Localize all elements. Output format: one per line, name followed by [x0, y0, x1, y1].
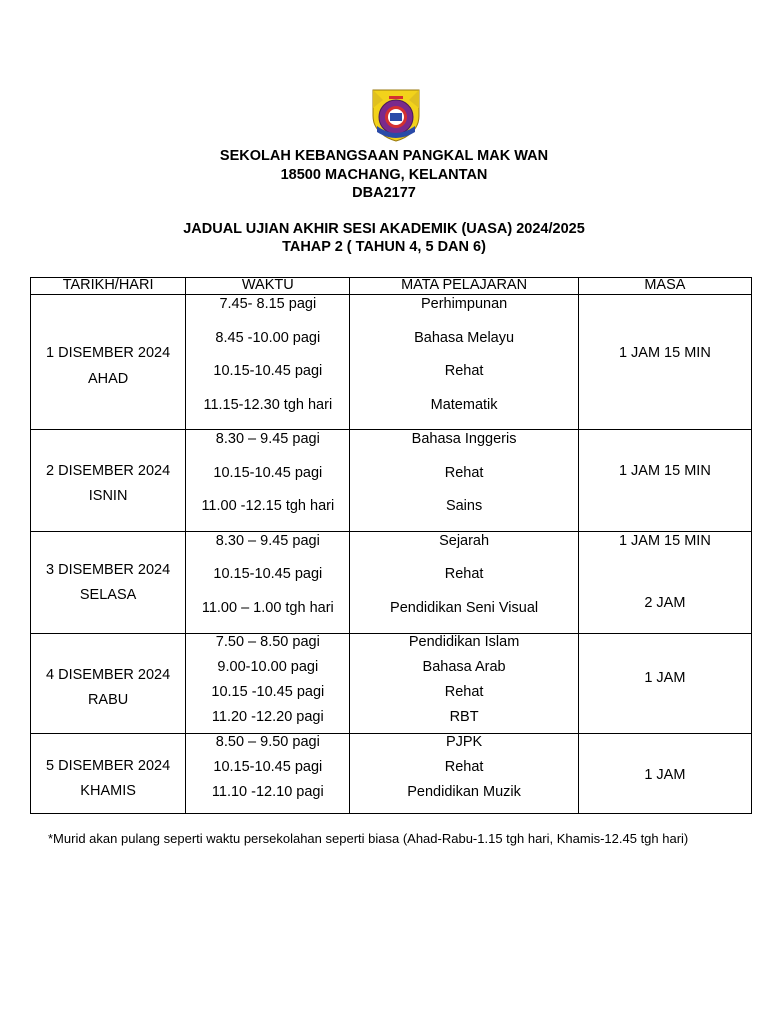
- school-name: SEKOLAH KEBANGSAAN PANGKAL MAK WAN: [219, 148, 549, 164]
- duration-text: 1 JAM: [644, 670, 686, 686]
- time-text: 7.50 – 8.50 pagi: [215, 634, 320, 650]
- time-text: 11.00 -12.15 tgh hari: [201, 498, 335, 514]
- time-cell: [186, 430, 350, 532]
- time-text: 10.15-10.45 pagi: [213, 759, 323, 775]
- time-text: 8.30 – 9.45 pagi: [215, 431, 320, 447]
- duration-cell: [578, 430, 751, 532]
- time-cell: [186, 634, 350, 734]
- header-duration: MASA: [578, 278, 751, 295]
- date-cell: [31, 634, 186, 734]
- duration-text: 1 JAM: [644, 767, 686, 783]
- date-cell: [31, 295, 186, 430]
- subject-text: RBT: [449, 709, 479, 725]
- day-text: KHAMIS: [80, 783, 136, 799]
- subject-cell: [350, 295, 578, 430]
- time-text: 11.20 -12.20 pagi: [211, 709, 324, 725]
- school-crest-logo: [369, 86, 423, 142]
- day-text: SELASA: [79, 587, 137, 603]
- date-text: 5 DISEMBER 2024: [46, 758, 171, 774]
- schedule-title: JADUAL UJIAN AKHIR SESI AKADEMIK (UASA) 2024/2025: [183, 221, 585, 237]
- date-text: 3 DISEMBER 2024: [46, 562, 171, 578]
- subject-text: PJPK: [445, 734, 483, 750]
- time-cell: [186, 295, 350, 430]
- header-subject: MATA PELAJARAN: [350, 278, 578, 295]
- table-row: [31, 634, 752, 734]
- time-cell: [186, 734, 350, 814]
- schedule-subtitle: TAHAP 2 ( TAHUN 4, 5 DAN 6): [282, 239, 486, 255]
- subject-text: Perhimpunan: [420, 296, 508, 312]
- subject-text: Pendidikan Muzik: [407, 784, 521, 800]
- exam-schedule-table: [30, 277, 752, 814]
- time-text: 8.45 -10.00 pagi: [215, 330, 321, 346]
- table-row: [31, 430, 752, 532]
- subject-text: Rehat: [444, 759, 484, 775]
- header-time: WAKTU: [186, 278, 350, 295]
- school-code: DBA2177: [352, 185, 416, 201]
- day-text: RABU: [87, 692, 129, 708]
- time-text: 11.10 -12.10 pagi: [211, 784, 324, 800]
- duration-text: 2 JAM: [644, 595, 686, 611]
- duration-text: 1 JAM 15 MIN: [618, 345, 711, 361]
- table-row: [31, 295, 752, 430]
- duration-text: 1 JAM 15 MIN: [618, 533, 711, 549]
- time-text: 8.50 – 9.50 pagi: [215, 734, 320, 750]
- duration-text: 1 JAM 15 MIN: [618, 463, 711, 479]
- subject-text: Rehat: [444, 684, 484, 700]
- subject-text: Bahasa Inggeris: [411, 431, 517, 447]
- time-text: 9.00-10.00 pagi: [217, 659, 319, 675]
- day-text: AHAD: [87, 371, 129, 387]
- subject-cell: [350, 430, 578, 532]
- subject-text: Rehat: [444, 465, 484, 481]
- duration-cell: [578, 295, 751, 430]
- time-text: 11.00 – 1.00 tgh hari: [201, 600, 334, 616]
- time-cell: [186, 532, 350, 634]
- date-text: 1 DISEMBER 2024: [46, 345, 171, 361]
- subject-text: Rehat: [444, 363, 484, 379]
- subject-text: Matematik: [430, 397, 498, 413]
- time-text: 10.15-10.45 pagi: [213, 465, 323, 481]
- table-row: [31, 734, 752, 814]
- time-text: 8.30 – 9.45 pagi: [215, 533, 320, 549]
- subject-text: Rehat: [444, 566, 484, 582]
- subject-text: Bahasa Melayu: [414, 330, 515, 346]
- date-cell: [31, 532, 186, 634]
- duration-cell: [578, 734, 751, 814]
- subject-text: Pendidikan Seni Visual: [390, 600, 539, 616]
- duration-cell: [578, 634, 751, 734]
- subject-text: Sejarah: [439, 533, 490, 549]
- time-text: 10.15-10.45 pagi: [213, 363, 323, 379]
- school-address: 18500 MACHANG, KELANTAN: [280, 167, 488, 183]
- day-text: ISNIN: [88, 488, 128, 504]
- date-cell: [31, 430, 186, 532]
- date-text: 2 DISEMBER 2024: [46, 463, 171, 479]
- time-text: 11.15-12.30 tgh hari: [203, 397, 333, 413]
- time-text: 10.15-10.45 pagi: [213, 566, 323, 582]
- time-text: 7.45- 8.15 pagi: [219, 296, 317, 312]
- subject-cell: [350, 634, 578, 734]
- subject-text: Sains: [445, 498, 483, 514]
- header-date-day: TARIKH/HARI: [31, 278, 186, 295]
- subject-text: Bahasa Arab: [422, 659, 506, 675]
- date-cell: [31, 734, 186, 814]
- subject-text: Pendidikan Islam: [408, 634, 520, 650]
- time-text: 10.15 -10.45 pagi: [211, 684, 325, 700]
- table-row: [31, 532, 752, 634]
- footnote: *Murid akan pulang seperti waktu persekolahan seperti biasa (Ahad-Rabu-1.15 tgh hari, Khamis-12.45 tgh hari): [48, 831, 689, 846]
- date-text: 4 DISEMBER 2024: [46, 667, 171, 683]
- subject-cell: [350, 734, 578, 814]
- table-header-row: [31, 278, 752, 295]
- subject-cell: [350, 532, 578, 634]
- duration-cell: [578, 532, 751, 634]
